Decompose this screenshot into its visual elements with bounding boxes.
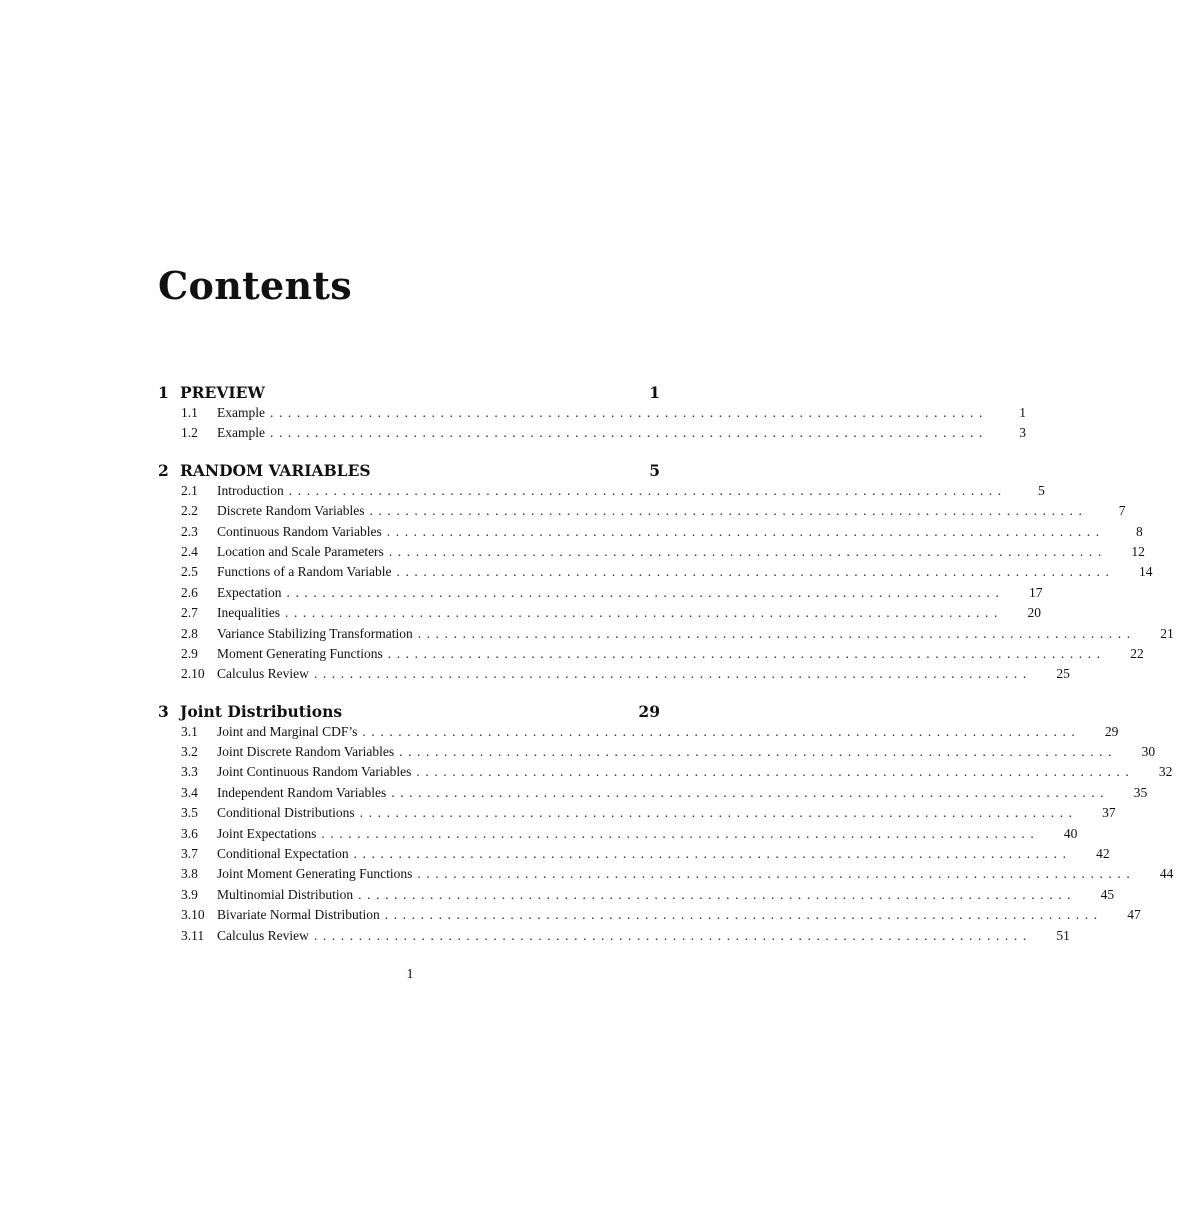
- section-entry[interactable]: [158, 824, 1078, 844]
- section-title: Discrete Random Variables: [217, 503, 365, 519]
- section-title: Expectation: [217, 584, 282, 600]
- section-entry[interactable]: [158, 644, 1144, 664]
- dot-leader: ................................................................................: [417, 625, 1136, 641]
- dot-leader: ................................................................................: [288, 482, 1007, 498]
- section-title: Independent Random Variables: [217, 784, 387, 800]
- dot-leader: ................................................................................: [269, 425, 988, 441]
- chapter-title: PREVIEW: [180, 383, 265, 402]
- chapter-3: [158, 701, 1174, 946]
- page-title: Contents: [158, 263, 352, 308]
- section-page-number: 32: [1158, 764, 1173, 780]
- section-number: 2.3: [181, 523, 198, 539]
- chapter-page-number: 5: [649, 460, 660, 480]
- dot-leader: ................................................................................: [313, 666, 1032, 682]
- section-number: 1.2: [181, 425, 198, 441]
- dot-leader: ................................................................................: [321, 825, 1040, 841]
- chapter-entry[interactable]: [158, 460, 672, 481]
- section-number: 3.7: [181, 846, 198, 862]
- section-number: 3.3: [181, 764, 198, 780]
- section-entry[interactable]: [158, 905, 1141, 925]
- chapter-2: [158, 460, 1174, 685]
- section-entry[interactable]: [158, 624, 1174, 644]
- section-page-number: 21: [1160, 625, 1174, 641]
- section-entry[interactable]: [158, 403, 1026, 423]
- dot-leader: ................................................................................: [284, 605, 1003, 621]
- section-title: Joint Discrete Random Variables: [217, 744, 395, 760]
- section-title: Inequalities: [217, 605, 280, 621]
- dot-leader: ................................................................................: [269, 405, 988, 420]
- section-number: 2.4: [181, 543, 198, 559]
- section-number: 2.8: [181, 625, 198, 641]
- section-entry[interactable]: [158, 803, 1116, 823]
- dot-leader: ................................................................................: [362, 723, 1081, 739]
- section-entry[interactable]: [158, 742, 1156, 762]
- section-number: 3.8: [181, 866, 198, 882]
- section-number: 3.1: [181, 723, 198, 739]
- section-entry[interactable]: [158, 926, 1070, 946]
- section-title: Example: [217, 425, 265, 441]
- dot-leader: ................................................................................: [391, 784, 1110, 800]
- section-page-number: 35: [1133, 784, 1148, 800]
- section-title: Functions of a Random Variable: [217, 564, 392, 580]
- section-number: 3.6: [181, 825, 198, 841]
- section-number: 3.10: [181, 907, 205, 923]
- section-page-number: 22: [1130, 645, 1144, 661]
- dot-leader: ................................................................................: [396, 564, 1115, 580]
- section-entry[interactable]: [158, 603, 1041, 623]
- section-entry[interactable]: [158, 864, 1174, 884]
- chapter-page-number: 1: [649, 383, 660, 402]
- section-entry[interactable]: [158, 542, 1145, 562]
- section-page-number: 29: [1104, 723, 1119, 739]
- table-of-contents: [158, 382, 1174, 962]
- chapter-number: 1: [158, 383, 169, 402]
- section-entry[interactable]: [158, 762, 1173, 782]
- section-page-number: 14: [1138, 564, 1153, 580]
- dot-leader: ................................................................................: [399, 744, 1118, 760]
- chapter-1: [158, 382, 1026, 444]
- section-title: Calculus Review: [217, 927, 309, 943]
- section-title: Moment Generating Functions: [217, 645, 383, 661]
- section-title: Example: [217, 405, 265, 420]
- section-title: Multinomial Distribution: [217, 886, 354, 902]
- section-number: 2.10: [181, 666, 205, 682]
- section-entry[interactable]: [158, 481, 1045, 501]
- section-page-number: 20: [1027, 605, 1041, 621]
- chapter-number: 3: [158, 701, 169, 721]
- section-page-number: 51: [1056, 927, 1070, 943]
- dot-leader: ................................................................................: [359, 805, 1078, 821]
- chapter-title: RANDOM VARIABLES: [180, 460, 371, 480]
- section-title: Location and Scale Parameters: [217, 543, 384, 559]
- section-number: 3.4: [181, 784, 198, 800]
- section-entry[interactable]: [158, 583, 1043, 603]
- section-page-number: 40: [1063, 825, 1078, 841]
- chapter-entry[interactable]: [158, 382, 672, 403]
- section-page-number: 17: [1028, 584, 1043, 600]
- page-number: 1: [406, 967, 414, 982]
- section-title: Bivariate Normal Distribution: [217, 907, 380, 923]
- section-entry[interactable]: [158, 783, 1148, 803]
- chapter-page-number: 29: [638, 701, 660, 721]
- section-number: 2.6: [181, 584, 198, 600]
- section-number: 3.2: [181, 744, 198, 760]
- section-title: Continuous Random Variables: [217, 523, 382, 539]
- dot-leader: ................................................................................: [358, 886, 1077, 902]
- section-title: Joint Expectations: [217, 825, 317, 841]
- section-page-number: 30: [1141, 744, 1156, 760]
- section-title: Conditional Expectation: [217, 846, 349, 862]
- section-number: 2.2: [181, 503, 198, 519]
- section-number: 1.1: [181, 405, 198, 420]
- dot-leader: ................................................................................: [369, 503, 1088, 519]
- section-number: 2.7: [181, 605, 198, 621]
- section-number: 3.9: [181, 886, 198, 902]
- dot-leader: ................................................................................: [388, 543, 1107, 559]
- dot-leader: ................................................................................: [386, 523, 1105, 539]
- chapter-entry[interactable]: [158, 701, 672, 722]
- section-title: Conditional Distributions: [217, 805, 355, 821]
- section-title: Calculus Review: [217, 666, 309, 682]
- dot-leader: ................................................................................: [353, 846, 1072, 862]
- section-page-number: 12: [1131, 543, 1145, 559]
- section-number: 3.11: [181, 927, 205, 943]
- section-entry[interactable]: [158, 844, 1110, 864]
- chapter-title: Joint Distributions: [180, 701, 343, 721]
- section-page-number: 42: [1096, 846, 1110, 862]
- section-title: Joint Moment Generating Functions: [217, 866, 413, 882]
- section-page-number: 5: [1038, 482, 1045, 498]
- dot-leader: ................................................................................: [384, 907, 1103, 923]
- section-page-number: 1: [1019, 405, 1026, 420]
- section-entry[interactable]: [158, 885, 1115, 905]
- section-number: 2.9: [181, 645, 198, 661]
- section-page-number: 47: [1127, 907, 1141, 923]
- section-entry[interactable]: [158, 664, 1070, 684]
- section-page-number: 25: [1056, 666, 1070, 682]
- section-page-number: 7: [1118, 503, 1126, 519]
- section-entry[interactable]: [158, 522, 1143, 542]
- section-page-number: 8: [1136, 523, 1143, 539]
- dot-leader: ................................................................................: [286, 584, 1005, 600]
- section-page-number: 37: [1102, 805, 1116, 821]
- section-number: 2.1: [181, 482, 198, 498]
- section-number: 3.5: [181, 805, 198, 821]
- section-page-number: 3: [1019, 425, 1026, 441]
- dot-leader: ................................................................................: [416, 764, 1135, 780]
- chapter-number: 2: [158, 460, 169, 480]
- dot-leader: ................................................................................: [313, 927, 1032, 943]
- section-number: 2.5: [181, 564, 198, 580]
- section-page-number: 45: [1100, 886, 1115, 902]
- dot-leader: ................................................................................: [387, 645, 1106, 661]
- section-title: Introduction: [217, 482, 284, 498]
- dot-leader: ................................................................................: [417, 866, 1136, 882]
- section-entry[interactable]: [158, 562, 1153, 582]
- section-title: Joint and Marginal CDF’s: [217, 723, 358, 739]
- section-title: Variance Stabilizing Transformation: [217, 625, 413, 641]
- section-entry[interactable]: [158, 722, 1119, 742]
- section-entry[interactable]: [158, 423, 1026, 443]
- section-page-number: 44: [1159, 866, 1174, 882]
- section-entry[interactable]: [158, 501, 1126, 521]
- section-title: Joint Continuous Random Variables: [217, 764, 412, 780]
